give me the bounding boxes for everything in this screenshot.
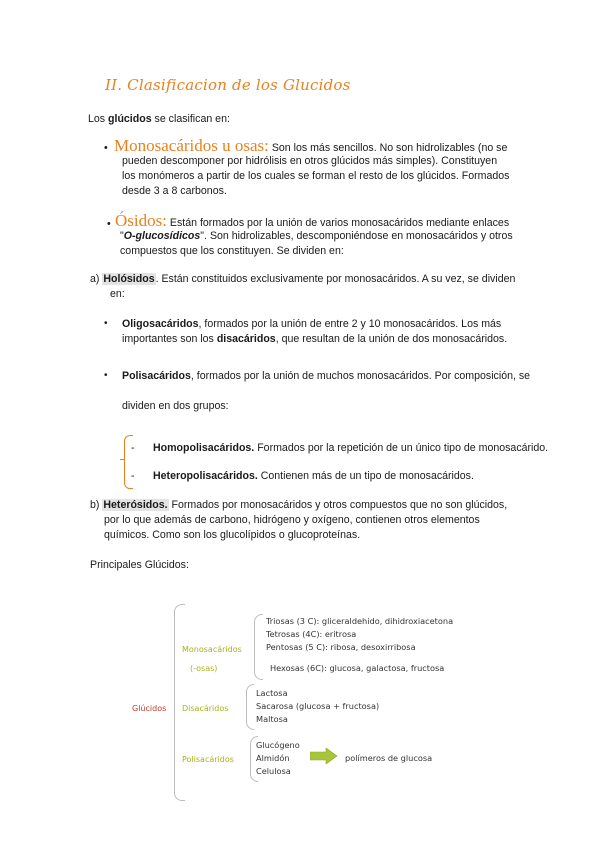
intro-text: Los glúcidos se clasifican en: [88,113,230,125]
poli-item: Celulosa [256,766,291,776]
poli-item: Glucógeno [256,740,300,750]
heterosidos-term: Heterósidos. [103,499,168,511]
homopolisacaridos-line: Homopolisacáridos. Formados por la repetición de un único tipo de monosacárido. [153,442,549,454]
osidos-block: Ósidos: Están formados por la unión de varios monosacáridos mediante enlaces "O-glucosídicos". Son hidrolizables, descomponiéndose en monosacáridos y otros compuestos que los constituyen. Se dividen en: [115,211,513,257]
glucidos-root-label: Glúcidos [132,704,167,713]
osidos-term: Ósidos: [115,211,167,230]
monosacaridos-term: Monosacáridos u osas: [114,136,269,155]
poli-item: Almidón [256,753,290,763]
osas-label: (-osas) [190,664,218,673]
di-bracket [246,684,254,730]
disacaridos-label: Disacáridos [182,704,229,713]
monosacaridos-block: Monosacáridos u osas: Son los más sencillos. No son hidrolizables (no se pueden descomponer por hidrólisis en otros glúcidos más simples). Constituyen los monómeros a partir de los cuales se forman el resto de los glúcidos. Formados desde 3 a 8 carbonos. [114,136,510,197]
di-item: Lactosa [256,688,288,698]
polisacaridos-block: Polisacáridos, formados por la unión de muchos monosacáridos. Por composición, se dividen en dos grupos: [122,370,531,412]
bracket-tick [120,459,125,460]
homo-dash: - [131,442,135,454]
mono-item: Triosas (3 C): gliceraldehido, dihidroxiacetona [266,616,454,626]
mono-bracket [254,614,263,680]
right-arrow-icon [310,748,338,764]
bullet-dot: • [107,218,111,230]
bullet-dot: • [104,370,108,381]
mono-item: Tetrosas (4C): eritrosa [266,629,357,639]
di-item: Sacarosa (glucosa + fructosa) [256,701,380,711]
principales-heading: Principales Glúcidos: [90,559,189,571]
di-item: Maltosa [256,714,288,724]
mono-item: Hexosas (6C): glucosa, galactosa, fructosa [270,663,445,673]
hetero-dash: - [131,470,135,482]
holosidos-block: a) Holósidos. Están constituidos exclusivamente por monosacáridos. A su vez, se dividen en: [90,273,516,300]
heterosidos-block: b) Heterósidos. Formados por monosacáridos y otros compuestos que no son glúcidos, por lo que además de carbono, hidrógeno y oxígeno, contienen otros elementos químicos. Como son los glucolípidos o glucoproteínas. [90,499,508,541]
glucidos-diagram [130,600,500,805]
mono-item: Pentosas (5 C): ribosa, desoxirribosa [266,642,416,652]
monosacaridos-label: Monosacáridos [182,645,242,654]
bullet-dot: • [104,318,108,329]
oligosacaridos-block: Oligosacáridos, formados por la unión de entre 2 y 10 monosacáridos. Los más importantes son los disacáridos, que resultan de la unión de dos monosacáridos. [122,318,508,345]
polisacaridos-label: Polisacáridos [182,755,234,764]
outer-bracket [174,604,185,801]
page-title: II. Clasificacion de los Glucidos [105,76,351,94]
heteropolisacaridos-line: Heteropolisacáridos. Contienen más de un tipo de monosacáridos. [153,470,474,482]
bullet-dot: • [104,142,108,154]
polimeros-label: polímeros de glucosa [345,753,433,763]
holosidos-term: Holósidos [103,273,155,285]
